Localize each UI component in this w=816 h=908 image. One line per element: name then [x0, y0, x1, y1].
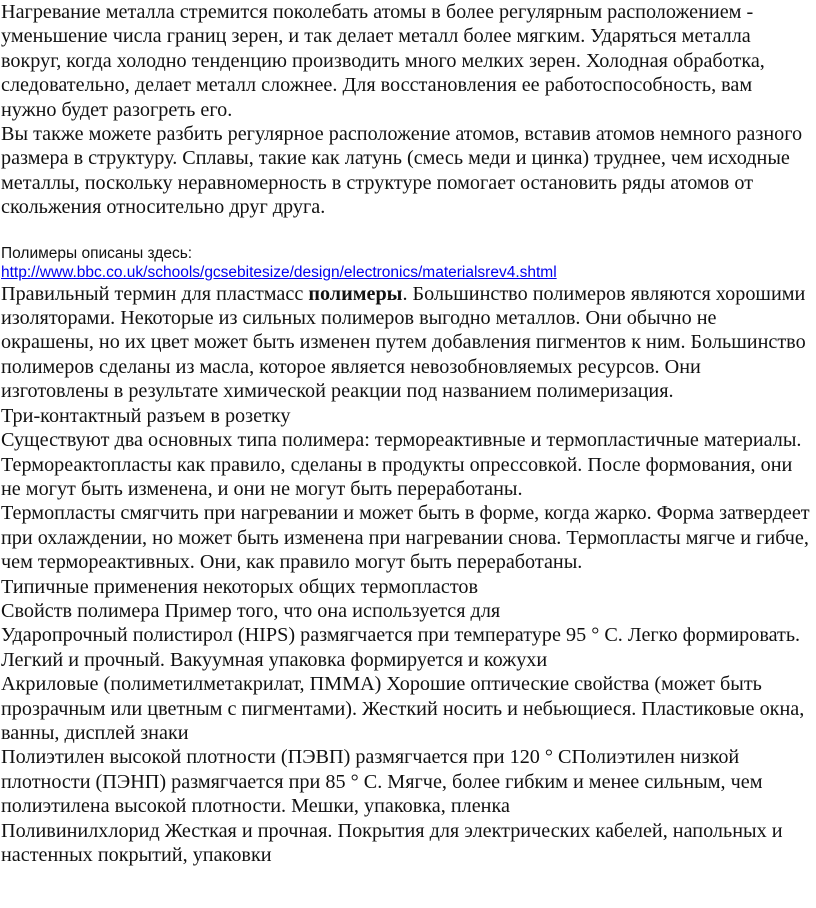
polymers-intro: Полимеры описаны здесь: — [1, 244, 193, 262]
paragraph-thermosets: Термореактопласты как правило, сделаны в продукты опрессовкой. После формования, они не могут быть изменена, и они не могут быть переработаны. — [1, 453, 793, 500]
paragraph-pvc: Поливинилхлорид Жесткая и прочная. Покрытия для электрических кабелей, напольных и настенных покрытий, упаковки — [1, 819, 783, 866]
polymers-term-before: Правильный термин для пластмасс — [1, 282, 309, 305]
paragraph-polymer-types: Существуют два основных типа полимера: термореактивные и термопластичные материалы. — [1, 429, 802, 452]
paragraph-typical-uses: Типичные применения некоторых общих термопластов — [1, 575, 478, 598]
polymers-link-line — [1, 263, 812, 282]
paragraph-metal-heating: Нагревание металла стремится поколебать атомы в более регулярным расположением - уменьшение числа границ зерен, и так делает металл более мягким. Ударяться металла вокруг, когда холодно тенденцию производить много мелких зерен. Холодная обработка, следовательно, делает металл сложнее. Для восстановления ее работоспособность, вам нужно будет разогреть его. — [1, 1, 765, 121]
paragraph-thermoplastics: Термопласты смягчить при нагревании и может быть в форме, когда жарко. Форма затвердеет при охлаждении, но может быть изменена при нагревании снова. Термопласты мягче и гибче, чем термореактивных. Они, как правило могут быть переработаны. — [1, 502, 810, 574]
paragraph-socket: Три-контактный разъем в розетку — [1, 404, 291, 427]
paragraph-hips: Ударопрочный полистирол (HIPS) размягчается при температуре 95 ° C. Легко формировать. Легкий и прочный. Вакуумная упаковка формируется и кожухи — [1, 624, 801, 671]
paragraph-polyethylene: Полиэтилен высокой плотности (ПЭВП) размягчается при 120 ° CПолиэтилен низкой плотности (ПЭНП) размягчается при 85 ° C. Мягче, более гибким и менее сильным, чем полиэтилена высокой плотности. Мешки, упаковка, пленка — [1, 746, 763, 818]
paragraph-alloys: Вы также можете разбить регулярное расположение атомов, вставив атомов немного разного размера в структуру. Сплавы, такие как латунь (смесь меди и цинка) труднее, чем исходные металлы, поскольку неравномерность в структуре помогает остановить ряды атомов от скольжения относительно друг друга. — [1, 123, 803, 219]
polymers-term-after: . Большинство полимеров являются хорошими изоляторами. Некоторые из сильных полимеров выгодно металлов. Они обычно не окрашены, но их цвет может быть изменен путем добавления пигментов к ним. Большинство полимеров сделаны из масла, которое является невозобновляемых ресурсов. Они изготовлены в результате химической реакции под названием полимеризация. — [1, 282, 806, 403]
paragraph-polymers-term — [1, 282, 812, 404]
polymers-link[interactable]: http://www.bbc.co.uk/schools/gcsebitesize/design/electronics/materialsrev4.shtml — [1, 263, 557, 281]
polymers-term-bold: полимеры — [308, 282, 403, 305]
paragraph-acrylic: Акриловые (полиметилметакрилат, ПММА) Хорошие оптические свойства (может быть прозрачным или цветным с пигментами). Жесткий носить и небьющиеся. Пластиковые окна, ванны, дисплей знаки — [1, 673, 805, 744]
paragraph-properties-header: Свойств полимера Пример того, что она используется для — [1, 599, 501, 622]
spacer — [1, 220, 812, 244]
